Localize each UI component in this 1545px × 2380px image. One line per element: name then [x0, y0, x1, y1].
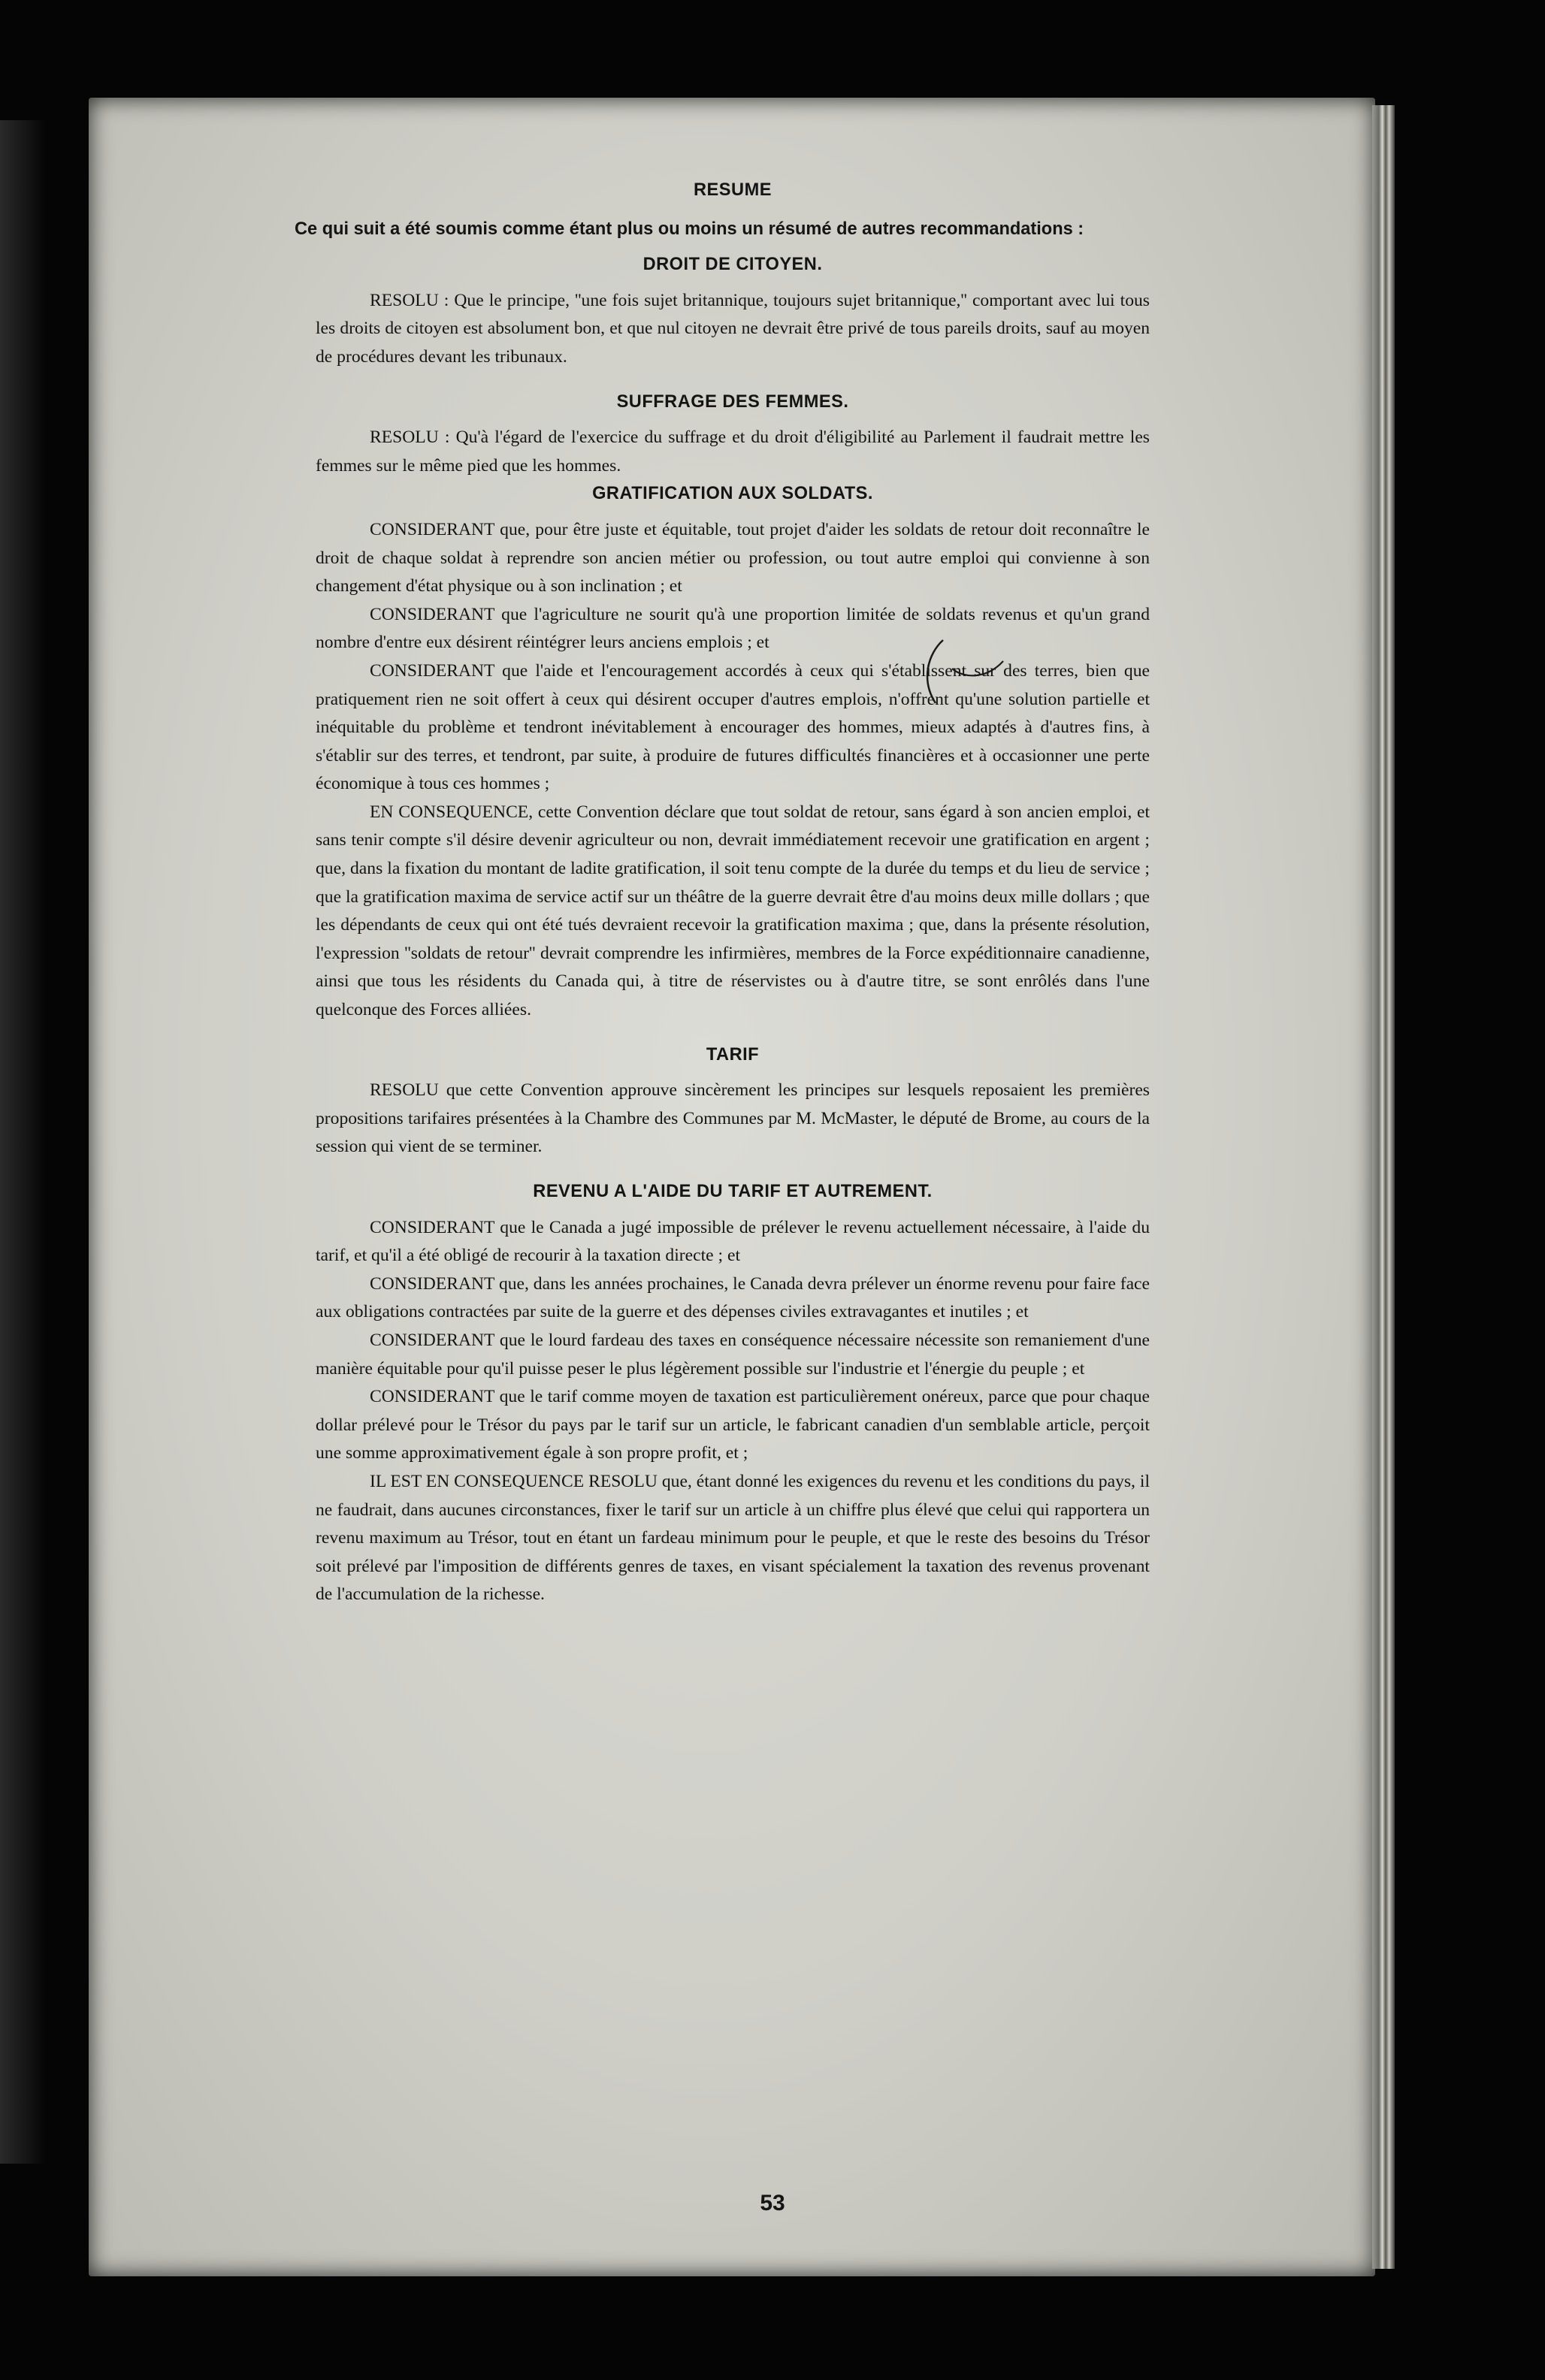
paragraph: CONSIDERANT que le tarif comme moyen de taxation est particulièrement onéreux, parce que pour chaque dollar prélevé pour le Trésor du pays par le tarif sur un article, le fabricant canadien d'un semblable article, perçoit une somme approximativement égale à son propre profit, et ;: [316, 1387, 1150, 1463]
paragraph: RESOLU que cette Convention approuve sincèrement les principes sur lesquels reposaient les premières propositions tarifaires présentées à la Chambre des Communes par M. McMaster, le député de Brome, au cours de la session qui vient de se terminer.: [316, 1080, 1150, 1157]
section-heading-citoyen: DROIT DE CITOYEN.: [642, 255, 823, 275]
section-heading-suffrage: SUFFRAGE DES FEMMES.: [616, 391, 849, 412]
paragraph: CONSIDERANT que le lourd fardeau des taxes en conséquence nécessaire nécessite son remaniement d'une manière équitable pour qu'il puisse peser le plus légèrement possible sur l'industrie et l'énergie du peuple ; et: [316, 1330, 1150, 1379]
section-heading-gratification: GRATIFICATION AUX SOLDATS.: [592, 484, 873, 504]
paragraph: RESOLU : Qu'à l'égard de l'exercice du suffrage et du droit d'éligibilité au Parlement il faudrait mettre les femmes sur le même pied que les hommes.: [316, 427, 1150, 476]
section-heading-revenu: REVENU A L'AIDE DU TARIF ET AUTREMENT.: [533, 1182, 933, 1201]
page-title: RESUME: [694, 180, 772, 200]
paragraph: CONSIDERANT que, dans les années prochaines, le Canada devra prélever un énorme revenu pour faire face aux obligations contractées par suite de la guerre et des dépenses civiles extravagantes et inutiles ; et: [316, 1273, 1150, 1322]
paragraph: CONSIDERANT que l'agriculture ne sourit qu'à une proportion limitée de soldats revenus et qu'un grand nombre d'entre eux désirent réintégrer leurs anciens emplois ; et: [316, 604, 1150, 653]
paragraph: IL EST EN CONSEQUENCE RESOLU que, étant donné les exigences du revenu et les conditions du pays, il ne faudrait, dans aucunes circonstances, fixer le tarif sur un article à un chiffre plus élevé que celui qui rapportera un revenu maximum au Trésor, tout en étant un fardeau minimum pour le peuple, et que le reste des besoins du Trésor soit prélevé par l'imposition de différents genres de taxes, en visant spécialement la taxation des revenus provenant de l'accumulation de la richesse.: [316, 1471, 1150, 1605]
handwritten-ink-mark: [906, 639, 1011, 706]
paragraph: CONSIDERANT que le Canada a jugé impossible de prélever le revenu actuellement nécessaire, à l'aide du tarif, et qu'il a été obligé de recourir à la taxation directe ; et: [316, 1217, 1150, 1266]
film-border-left: [0, 120, 45, 2164]
page-number: 53: [760, 2191, 785, 2215]
paragraph: EN CONSEQUENCE, cette Convention déclare que tout soldat de retour, sans égard à son ancien emploi, et sans tenir compte s'il désire devenir agriculteur ou non, devrait immédiatement recevoir une gratification en argent ; que, dans la fixation du montant de ladite gratification, il soit tenu compte de la durée du temps et du lieu de service ; que la gratification maxima de service actif sur un théâtre de la guerre devrait être d'au moins deux mille dollars ; que les dépendants de ceux qui ont été tués devraient recevoir la gratification maxima ; que, dans la présente résolution, l'expression ''soldats de retour'' devrait comprendre les infirmières, membres de la Force expéditionnaire canadienne, ainsi que tous les résidents du Canada qui, à titre de réservistes ou à d'autre titre, se sont enrôlés dans l'une quelconque des Forces alliées.: [316, 802, 1150, 1020]
section-heading-tarif: TARIF: [706, 1044, 760, 1065]
paragraph: CONSIDERANT que, pour être juste et équitable, tout projet d'aider les soldats de retour doit reconnaître le droit de chaque soldat à reprendre son ancien métier ou profession, ou tout autre emploi qui convienne à son changement d'état physique ou à son inclination ; et: [316, 519, 1150, 597]
intro-text: Ce qui suit a été soumis comme étant plus ou moins un résumé de autres recommandations :: [295, 219, 1084, 239]
paragraph: RESOLU : Que le principe, ''une fois sujet britannique, toujours sujet britannique,'' comportant avec lui tous les droits de citoyen est absolument bon, et que nul citoyen ne devrait être privé de tous pareils droits, sauf au moyen de procédures devant les tribunaux.: [316, 290, 1150, 367]
paragraph: CONSIDERANT que l'aide et l'encouragement accordés à ceux qui s'établissent sur des terres, bien que pratiquement rien ne soit offert à ceux qui désirent occuper d'autres emplois, n'offrent qu'une solution partielle et inéquitable du problème et tendront inévitablement à encourager des hommes, mieux adaptés à d'autres fins, à s'établir sur des terres, et tendront, par suite, à produire de futures difficultés financières et à occasionner une perte économique à tous ces hommes ;: [316, 660, 1150, 794]
document-body: [295, 177, 1150, 1609]
page-edge: [1372, 105, 1395, 2269]
